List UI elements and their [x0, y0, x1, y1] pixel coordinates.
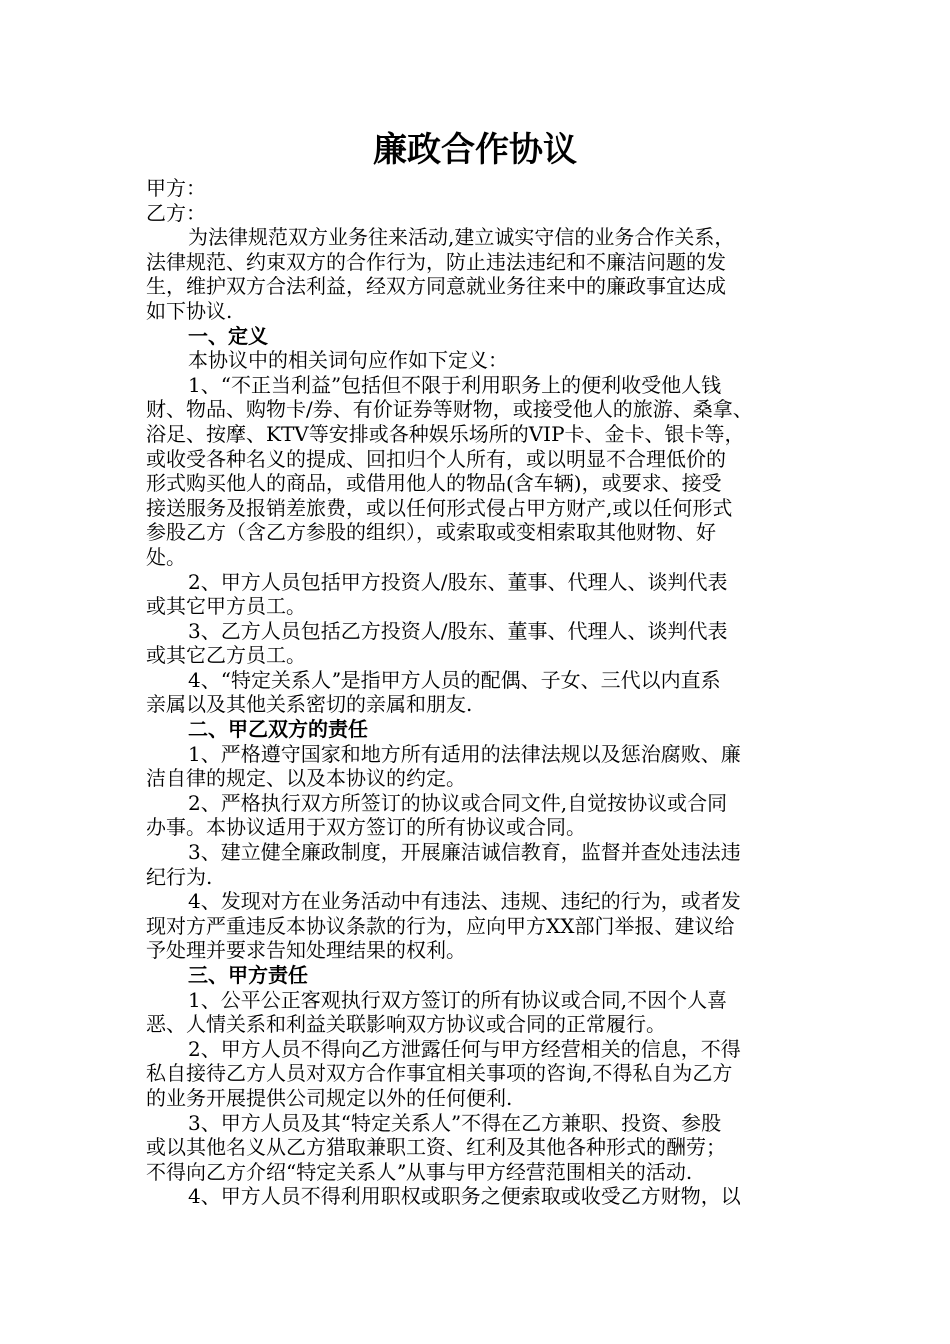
- body-line: 3、建立健全廉政制度，开展廉洁诚信教育，监督并查处违法违: [188, 840, 741, 865]
- body-line: 4、“特定关系人ˮ是指甲方人员的配偶、子女、三代以内直系: [188, 667, 721, 692]
- body-line: 2、甲方人员包括甲方投资人/股东、董事、代理人、谈判代表: [188, 569, 728, 594]
- body-line: 浴足、按摩、KTV等安排或各种娱乐场所的VIP卡、金卡、银卡等，: [146, 421, 745, 446]
- document-body: [146, 176, 810, 1209]
- section-heading: 二、甲乙双方的责任: [188, 717, 368, 742]
- body-line: 1、公平公正客观执行双方签订的所有协议或合同,不因个人喜: [188, 987, 728, 1012]
- body-line: 不得向乙方介绍“特定关系人ˮ从事与甲方经营范围相关的活动.: [146, 1159, 693, 1184]
- body-line: 或其它甲方员工。: [146, 594, 306, 619]
- body-line: 洁自律的规定、以及本协议的约定。: [146, 766, 466, 791]
- body-line: 4、发现对方在业务活动中有违法、违规、违纪的行为，或者发: [188, 889, 741, 914]
- body-line: 接送服务及报销差旅费，或以任何形式侵占甲方财产,或以任何形式: [146, 495, 733, 520]
- body-line: 或其它乙方员工。: [146, 643, 306, 668]
- body-line: 1、“不正当利益”包括但不限于利用职务上的便利收受他人钱: [188, 372, 722, 397]
- body-line: 或收受各种名义的提成、回扣归个人所有，或以明显不合理低价的: [146, 446, 726, 471]
- body-line: 恶、人情关系和利益关联影响双方协议或合同的正常履行。: [146, 1012, 666, 1037]
- body-line: 的业务开展提供公司规定以外的任何便利.: [146, 1085, 513, 1110]
- body-line: 亲属以及其他关系密切的亲属和朋友.: [146, 692, 473, 717]
- body-line: 办事。本协议适用于双方签订的所有协议或合同。: [146, 815, 586, 840]
- document-title: 廉政合作协议: [373, 130, 577, 170]
- body-line: 如下协议.: [146, 298, 233, 323]
- body-line: 或以其他名义从乙方猎取兼职工资、红利及其他各种形式的酬劳；: [146, 1135, 726, 1160]
- body-line: 为法律规范双方业务往来活动,建立诚实守信的业务合作关系，: [188, 225, 735, 250]
- body-line: 私自接待乙方人员对双方合作事宜相关事项的咨询,不得私自为乙方: [146, 1061, 733, 1086]
- body-line: 参股乙方（含乙方参股的组织），或索取或变相索取其他财物、好: [146, 520, 716, 545]
- body-line: 4、甲方人员不得利用职权或职务之便索取或收受乙方财物，以: [188, 1184, 741, 1209]
- body-line: 形式购买他人的商品，或借用他人的物品(含车辆)，或要求、接受: [146, 471, 722, 496]
- body-line: 财、物品、购物卡/券、有价证券等财物，或接受他人的旅游、桑拿、: [146, 397, 753, 422]
- section-heading: 一、定义: [188, 323, 268, 348]
- section-heading: 三、甲方责任: [188, 963, 308, 987]
- body-line: 乙方：: [146, 200, 206, 225]
- body-line: 2、甲方人员不得向乙方泄露任何与甲方经营相关的信息，不得: [188, 1036, 741, 1061]
- body-line: 予处理并要求告知处理结果的权利。: [146, 938, 466, 963]
- body-line: 生，维护双方合法利益，经双方同意就业务往来中的廉政事宜达成: [146, 274, 726, 299]
- body-line: 法律规范、约束双方的合作行为，防止违法违纪和不廉洁问题的发: [146, 249, 726, 274]
- body-line: 甲方：: [146, 176, 206, 200]
- body-line: 2、严格执行双方所签订的协议或合同文件,自觉按协议或合同: [188, 790, 728, 815]
- body-line: 3、甲方人员及其“特定关系人”不得在乙方兼职、投资、参股: [188, 1110, 722, 1135]
- body-line: 1、严格遵守国家和地方所有适用的法律法规以及惩治腐败、廉: [188, 741, 741, 766]
- body-line: 现对方严重违反本协议条款的行为，应向甲方XX部门举报、建议给: [146, 913, 735, 938]
- body-line: 处。: [146, 544, 186, 569]
- body-line: 本协议中的相关词句应作如下定义：: [188, 348, 508, 373]
- body-line: 3、乙方人员包括乙方投资人/股东、董事、代理人、谈判代表: [188, 618, 728, 643]
- body-line: 纪行为.: [146, 864, 213, 889]
